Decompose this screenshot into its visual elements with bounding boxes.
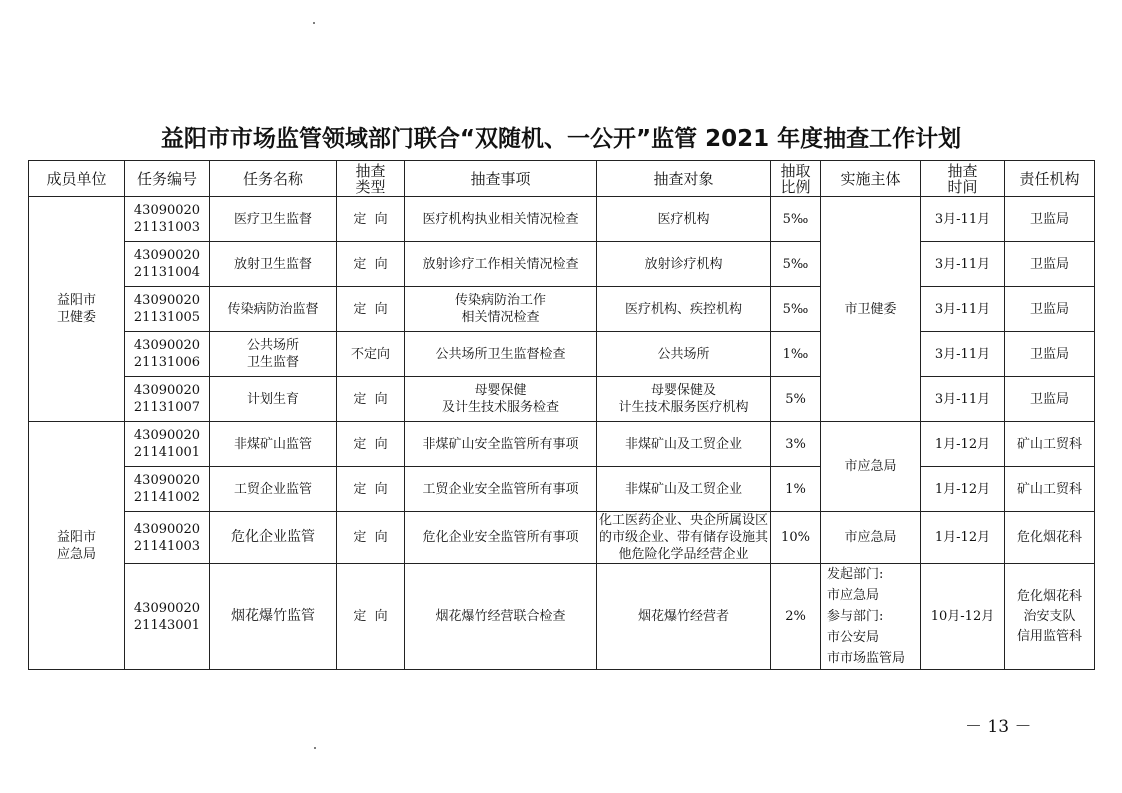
check-time-cell: 10月-12月 bbox=[921, 564, 1005, 670]
responsible-org-cell: 矿山工贸科 bbox=[1005, 467, 1095, 512]
check-target-cell: 非煤矿山及工贸企业 bbox=[597, 422, 771, 467]
check-type-cell: 定 向 bbox=[337, 467, 405, 512]
task-code-cell: 43090020 21143001 bbox=[125, 564, 210, 670]
responsible-org-cell: 卫监局 bbox=[1005, 377, 1095, 422]
check-target-cell: 母婴保健及 计生技术服务医疗机构 bbox=[597, 377, 771, 422]
header-implementer: 实施主体 bbox=[821, 161, 921, 197]
task-code-cell: 43090020 21131004 bbox=[125, 242, 210, 287]
responsible-org-cell: 卫监局 bbox=[1005, 197, 1095, 242]
check-target-cell: 烟花爆竹经营者 bbox=[597, 564, 771, 670]
check-type-cell: 定 向 bbox=[337, 242, 405, 287]
check-type-cell: 定 向 bbox=[337, 287, 405, 332]
task-name-cell: 工贸企业监管 bbox=[210, 467, 337, 512]
task-name-cell: 非煤矿山监管 bbox=[210, 422, 337, 467]
header-ratio: 抽取 比例 bbox=[771, 161, 821, 197]
page-title: 益阳市市场监管领域部门联合“双随机、一公开”监管 2021 年度抽查工作计划 bbox=[160, 126, 962, 152]
header-task-code: 任务编号 bbox=[125, 161, 210, 197]
task-code-cell: 43090020 21141003 bbox=[125, 512, 210, 564]
header-check-time: 抽查 时间 bbox=[921, 161, 1005, 197]
scan-speck bbox=[314, 747, 316, 749]
check-type-cell: 定 向 bbox=[337, 512, 405, 564]
task-name-cell: 危化企业监管 bbox=[210, 512, 337, 564]
task-code-cell: 43090020 21141002 bbox=[125, 467, 210, 512]
check-time-cell: 1月-12月 bbox=[921, 422, 1005, 467]
table-row bbox=[29, 422, 1095, 467]
check-time-cell: 3月-11月 bbox=[921, 287, 1005, 332]
member-unit-cell: 益阳市 应急局 bbox=[29, 422, 125, 670]
check-item-cell: 危化企业安全监管所有事项 bbox=[405, 512, 597, 564]
responsible-org-cell: 卫监局 bbox=[1005, 242, 1095, 287]
ratio-cell: 2% bbox=[771, 564, 821, 670]
check-time-cell: 3月-11月 bbox=[921, 197, 1005, 242]
table-row bbox=[29, 512, 1095, 564]
check-target-cell: 非煤矿山及工贸企业 bbox=[597, 467, 771, 512]
ratio-cell: 5% bbox=[771, 377, 821, 422]
responsible-org-cell: 矿山工贸科 bbox=[1005, 422, 1095, 467]
task-name-cell: 医疗卫生监督 bbox=[210, 197, 337, 242]
scan-speck bbox=[313, 22, 315, 24]
check-time-cell: 1月-12月 bbox=[921, 512, 1005, 564]
header-task-name: 任务名称 bbox=[210, 161, 337, 197]
check-time-cell: 3月-11月 bbox=[921, 332, 1005, 377]
check-item-cell: 放射诊疗工作相关情况检查 bbox=[405, 242, 597, 287]
implementer-cell: 市卫健委 bbox=[821, 197, 921, 422]
header-check-type: 抽查 类型 bbox=[337, 161, 405, 197]
inspection-plan-table bbox=[28, 160, 1095, 670]
check-type-cell: 定 向 bbox=[337, 422, 405, 467]
task-code-cell: 43090020 21131007 bbox=[125, 377, 210, 422]
task-code-cell: 43090020 21141001 bbox=[125, 422, 210, 467]
check-target-cell: 医疗机构、疾控机构 bbox=[597, 287, 771, 332]
check-item-cell: 非煤矿山安全监管所有事项 bbox=[405, 422, 597, 467]
header-row bbox=[29, 161, 1095, 197]
check-item-cell: 传染病防治工作 相关情况检查 bbox=[405, 287, 597, 332]
ratio-cell: 1‰ bbox=[771, 332, 821, 377]
header-check-item: 抽查事项 bbox=[405, 161, 597, 197]
check-item-cell: 工贸企业安全监管所有事项 bbox=[405, 467, 597, 512]
check-type-cell: 定 向 bbox=[337, 564, 405, 670]
ratio-cell: 1% bbox=[771, 467, 821, 512]
check-item-cell: 公共场所卫生监督检查 bbox=[405, 332, 597, 377]
task-code-cell: 43090020 21131006 bbox=[125, 332, 210, 377]
check-target-cell: 放射诊疗机构 bbox=[597, 242, 771, 287]
check-target-cell: 公共场所 bbox=[597, 332, 771, 377]
header-member-unit: 成员单位 bbox=[29, 161, 125, 197]
task-name-cell: 放射卫生监督 bbox=[210, 242, 337, 287]
ratio-cell: 5‰ bbox=[771, 197, 821, 242]
table-row bbox=[29, 467, 1095, 512]
ratio-cell: 5‰ bbox=[771, 242, 821, 287]
implementer-cell: 发起部门: 市应急局 参与部门: 市公安局 市市场监管局 bbox=[821, 564, 921, 670]
task-name-cell: 传染病防治监督 bbox=[210, 287, 337, 332]
table-row bbox=[29, 197, 1095, 242]
check-item-cell: 母婴保健 及计生技术服务检查 bbox=[405, 377, 597, 422]
task-name-cell: 公共场所 卫生监督 bbox=[210, 332, 337, 377]
ratio-cell: 3% bbox=[771, 422, 821, 467]
check-target-cell: 化工医药企业、央企所属设区 的市级企业、带有储存设施其 他危险化学品经营企业 bbox=[597, 512, 771, 564]
implementer-cell: 市应急局 bbox=[821, 512, 921, 564]
check-time-cell: 3月-11月 bbox=[921, 377, 1005, 422]
header-responsible-org: 责任机构 bbox=[1005, 161, 1095, 197]
table-row bbox=[29, 377, 1095, 422]
check-target-cell: 医疗机构 bbox=[597, 197, 771, 242]
responsible-org-cell: 危化烟花科 bbox=[1005, 512, 1095, 564]
implementer-cell: 市应急局 bbox=[821, 422, 921, 512]
check-time-cell: 3月-11月 bbox=[921, 242, 1005, 287]
ratio-cell: 10% bbox=[771, 512, 821, 564]
task-code-cell: 43090020 21131005 bbox=[125, 287, 210, 332]
task-code-cell: 43090020 21131003 bbox=[125, 197, 210, 242]
responsible-org-cell: 危化烟花科 治安支队 信用监管科 bbox=[1005, 564, 1095, 670]
task-name-cell: 计划生育 bbox=[210, 377, 337, 422]
check-item-cell: 烟花爆竹经营联合检查 bbox=[405, 564, 597, 670]
header-check-target: 抽查对象 bbox=[597, 161, 771, 197]
page-number: － 13 － bbox=[965, 717, 1032, 737]
check-type-cell: 定 向 bbox=[337, 197, 405, 242]
table-row bbox=[29, 287, 1095, 332]
member-unit-cell: 益阳市 卫健委 bbox=[29, 197, 125, 422]
responsible-org-cell: 卫监局 bbox=[1005, 287, 1095, 332]
check-time-cell: 1月-12月 bbox=[921, 467, 1005, 512]
table-row bbox=[29, 564, 1095, 670]
check-type-cell: 不定向 bbox=[337, 332, 405, 377]
table-row bbox=[29, 332, 1095, 377]
check-item-cell: 医疗机构执业相关情况检查 bbox=[405, 197, 597, 242]
task-name-cell: 烟花爆竹监管 bbox=[210, 564, 337, 670]
check-type-cell: 定 向 bbox=[337, 377, 405, 422]
ratio-cell: 5‰ bbox=[771, 287, 821, 332]
table-row bbox=[29, 242, 1095, 287]
responsible-org-cell: 卫监局 bbox=[1005, 332, 1095, 377]
